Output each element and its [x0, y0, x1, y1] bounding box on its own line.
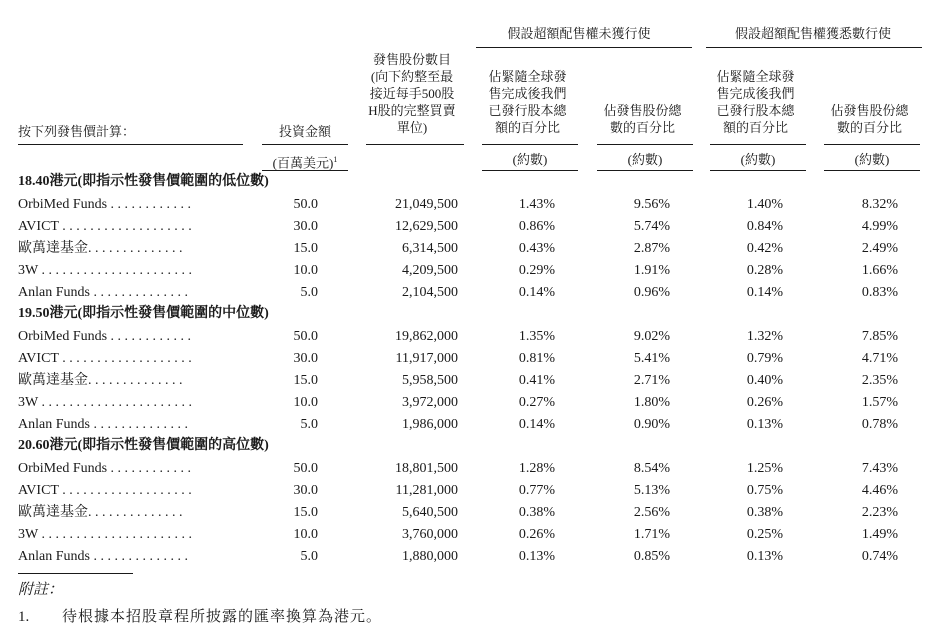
offer-pct: 9.56% — [633, 197, 670, 212]
offer-pct: 2.56% — [633, 505, 670, 520]
offer-shares: 11,917,000 — [395, 351, 458, 366]
shares-header-line5: 單位) — [396, 120, 428, 135]
offer-pct-full: 0.78% — [861, 417, 898, 432]
investor-name: 歐萬達基金. . . . . . . . . . . . . . — [18, 505, 183, 520]
offer-shares: 3,760,000 — [402, 527, 458, 542]
issued-pct: 0.81% — [518, 351, 555, 366]
issued-pct: 1.43% — [518, 197, 555, 212]
investor-name: 歐萬達基金. . . . . . . . . . . . . . — [18, 241, 183, 256]
table-row — [0, 458, 936, 480]
table-row — [0, 326, 936, 348]
issued-pct-full: 0.38% — [746, 505, 783, 520]
issued-pct-full: 0.79% — [746, 351, 783, 366]
offer-pct: 0.90% — [633, 417, 670, 432]
table-row — [0, 524, 936, 546]
offer-pct-full: 1.66% — [861, 263, 898, 278]
table-row — [0, 216, 936, 238]
issued-pct-header-line3: 已發行股本總 — [488, 103, 567, 118]
investor-name: AVICT . . . . . . . . . . . . . . . . . . . — [18, 219, 192, 234]
investor-name: Anlan Funds . . . . . . . . . . . . . . — [18, 285, 188, 300]
unit-rule-offer-pct-full — [824, 170, 920, 171]
scenario-rule-fully-exercised — [706, 47, 922, 48]
investment-amount: 15.0 — [293, 505, 318, 520]
table-row — [0, 414, 936, 436]
issued-pct: 0.41% — [518, 373, 555, 388]
investment-amount: 30.0 — [293, 351, 318, 366]
offer-pct: 2.71% — [633, 373, 670, 388]
unit-rule-amount — [262, 170, 348, 171]
note-number: 1. — [18, 609, 30, 625]
issued-pct: 0.14% — [518, 285, 555, 300]
issued-pct-full: 0.75% — [746, 483, 783, 498]
unit-approx-issued-pct-full: (約數) — [740, 152, 776, 167]
issued-pct: 0.86% — [518, 219, 555, 234]
offer-pct-full: 8.32% — [861, 197, 898, 212]
offer-pct-full: 2.23% — [861, 505, 898, 520]
offer-pct: 5.74% — [633, 219, 670, 234]
investment-amount: 5.0 — [300, 549, 318, 564]
offer-pct-full-header-line2: 數的百分比 — [836, 120, 902, 135]
issued-pct: 0.43% — [518, 241, 555, 256]
offer-shares: 18,801,500 — [395, 461, 458, 476]
issued-pct-full-header-line2: 售完成後我們 — [716, 86, 795, 101]
offer-pct-full: 1.49% — [861, 527, 898, 542]
header-rule-amount — [262, 144, 348, 145]
offer-shares: 5,958,500 — [402, 373, 458, 388]
offer-pct: 0.96% — [633, 285, 670, 300]
header-rule-price — [18, 144, 243, 145]
offer-pct: 8.54% — [633, 461, 670, 476]
investor-name: 歐萬達基金. . . . . . . . . . . . . . — [18, 373, 183, 388]
header-rule-shares — [366, 144, 464, 145]
scenario-header-fully-exercised: 假設超額配售權獲悉數行使 — [734, 26, 891, 41]
issued-pct-full: 1.32% — [746, 329, 783, 344]
offer-shares: 1,986,000 — [402, 417, 458, 432]
offer-pct: 1.80% — [633, 395, 670, 410]
table-row — [0, 480, 936, 502]
offer-pct-full: 4.71% — [861, 351, 898, 366]
table-row — [0, 260, 936, 282]
offer-pct: 2.87% — [633, 241, 670, 256]
offer-pct-full-header-line1: 佔發售股份總 — [830, 103, 909, 118]
issued-pct-full: 0.14% — [746, 285, 783, 300]
offer-pct-full: 1.57% — [861, 395, 898, 410]
unit-rule-issued-pct — [482, 170, 578, 171]
offer-shares: 5,640,500 — [402, 505, 458, 520]
shares-header-line3: 接近每手500股 — [369, 86, 455, 101]
unit-amount-text: (百萬美元) — [272, 155, 334, 171]
issued-pct-full: 0.42% — [746, 241, 783, 256]
offer-pct-full: 2.35% — [861, 373, 898, 388]
issued-pct: 0.13% — [518, 549, 555, 564]
group-title-mid: 19.50港元(即指示性發售價範圍的中位數) — [18, 306, 269, 321]
investment-amount: 15.0 — [293, 373, 318, 388]
unit-approx-issued-pct: (約數) — [512, 152, 548, 167]
offer-pct: 5.41% — [633, 351, 670, 366]
issued-pct-header-line2: 售完成後我們 — [488, 86, 567, 101]
issued-pct: 0.27% — [518, 395, 555, 410]
offer-pct-header-line2: 數的百分比 — [609, 120, 675, 135]
offer-pct-full: 7.85% — [861, 329, 898, 344]
issued-pct-full: 1.25% — [746, 461, 783, 476]
issued-pct-full-header-line1: 佔緊隨全球發 — [716, 69, 795, 84]
investor-name: 3W . . . . . . . . . . . . . . . . . . . . . . — [18, 395, 192, 410]
table-row — [0, 546, 936, 568]
offer-pct-full: 0.83% — [861, 285, 898, 300]
note-text: 待根據本招股章程所披露的匯率換算為港元。 — [62, 609, 383, 625]
issued-pct-full: 1.40% — [746, 197, 783, 212]
investor-name: 3W . . . . . . . . . . . . . . . . . . . . . . — [18, 263, 192, 278]
unit-amount — [262, 152, 348, 171]
header-rule-issued-pct — [482, 144, 578, 145]
offer-shares: 4,209,500 — [402, 263, 458, 278]
issued-pct: 0.26% — [518, 527, 555, 542]
issued-pct-full-header-line4: 額的百分比 — [722, 120, 788, 135]
investment-amount: 50.0 — [293, 197, 318, 212]
offer-shares: 21,049,500 — [395, 197, 458, 212]
investor-name: OrbiMed Funds . . . . . . . . . . . . — [18, 197, 192, 212]
shares-header-line4: H股的完整買賣 — [368, 103, 456, 118]
offer-pct-full: 4.46% — [861, 483, 898, 498]
offer-shares: 19,862,000 — [395, 329, 458, 344]
unit-rule-issued-pct-full — [710, 170, 806, 171]
issued-pct-full: 0.40% — [746, 373, 783, 388]
unit-rule-offer-pct — [597, 170, 693, 171]
issued-pct: 1.28% — [518, 461, 555, 476]
header-rule-offer-pct-full — [824, 144, 920, 145]
group-title-high: 20.60港元(即指示性發售價範圍的高位數) — [18, 438, 269, 453]
investor-name: OrbiMed Funds . . . . . . . . . . . . — [18, 329, 192, 344]
table-row — [0, 502, 936, 524]
investor-name: Anlan Funds . . . . . . . . . . . . . . — [18, 549, 188, 564]
issued-pct: 0.38% — [518, 505, 555, 520]
offer-pct-header-line1: 佔發售股份總 — [603, 103, 682, 118]
issued-pct-full: 0.25% — [746, 527, 783, 542]
price-label: 按下列發售價計算： — [18, 124, 136, 139]
offer-pct-full: 4.99% — [861, 219, 898, 234]
issued-pct: 0.77% — [518, 483, 555, 498]
investment-amount: 5.0 — [300, 285, 318, 300]
investment-amount: 10.0 — [293, 263, 318, 278]
offer-shares: 2,104,500 — [402, 285, 458, 300]
table-row — [0, 238, 936, 260]
table-row — [0, 282, 936, 304]
issued-pct-full: 0.13% — [746, 417, 783, 432]
table-row — [0, 370, 936, 392]
offer-pct-full: 7.43% — [861, 461, 898, 476]
offer-pct: 9.02% — [633, 329, 670, 344]
shares-header-line1: 發售股份數目 — [372, 52, 451, 67]
issued-pct-header-line4: 額的百分比 — [494, 120, 560, 135]
issued-pct: 1.35% — [518, 329, 555, 344]
investor-name: Anlan Funds . . . . . . . . . . . . . . — [18, 417, 188, 432]
investment-amount: 30.0 — [293, 483, 318, 498]
investment-amount: 50.0 — [293, 329, 318, 344]
issued-pct-full: 0.13% — [746, 549, 783, 564]
scenario-header-not-exercised: 假設超額配售權未獲行使 — [507, 26, 651, 41]
offer-pct: 0.85% — [633, 549, 670, 564]
offer-shares: 11,281,000 — [395, 483, 458, 498]
table-row — [0, 348, 936, 370]
footnote-divider — [18, 573, 133, 574]
offer-shares: 6,314,500 — [402, 241, 458, 256]
issued-pct: 0.14% — [518, 417, 555, 432]
issued-pct-full: 0.84% — [746, 219, 783, 234]
issued-pct: 0.29% — [518, 263, 555, 278]
group-title-low: 18.40港元(即指示性發售價範圍的低位數) — [18, 174, 269, 189]
investment-amount: 5.0 — [300, 417, 318, 432]
investment-amount: 10.0 — [293, 527, 318, 542]
table-row — [0, 194, 936, 216]
offer-shares: 1,880,000 — [402, 549, 458, 564]
offer-pct: 1.71% — [633, 527, 670, 542]
header-rule-offer-pct — [597, 144, 693, 145]
header-rule-issued-pct-full — [710, 144, 806, 145]
offer-shares: 3,972,000 — [402, 395, 458, 410]
investment-amount: 50.0 — [293, 461, 318, 476]
investor-name: AVICT . . . . . . . . . . . . . . . . . . . — [18, 483, 192, 498]
investor-name: OrbiMed Funds . . . . . . . . . . . . — [18, 461, 192, 476]
issued-pct-full-header-line3: 已發行股本總 — [716, 103, 795, 118]
unit-approx-offer-pct-full: (約數) — [854, 152, 890, 167]
issued-pct-full: 0.26% — [746, 395, 783, 410]
offer-pct: 1.91% — [633, 263, 670, 278]
investor-name: 3W . . . . . . . . . . . . . . . . . . . . . . — [18, 527, 192, 542]
shares-header-line2: (向下約整至最 — [370, 69, 454, 84]
offer-pct-full: 0.74% — [861, 549, 898, 564]
unit-approx-offer-pct: (約數) — [627, 152, 663, 167]
offer-pct: 5.13% — [633, 483, 670, 498]
issued-pct-full: 0.28% — [746, 263, 783, 278]
table-row — [0, 392, 936, 414]
offer-shares: 12,629,500 — [395, 219, 458, 234]
investment-amount: 15.0 — [293, 241, 318, 256]
notes-title: 附註： — [18, 582, 64, 598]
investment-amount-header: 投資金額 — [278, 124, 331, 139]
offer-pct-full: 2.49% — [861, 241, 898, 256]
investment-amount: 10.0 — [293, 395, 318, 410]
investor-name: AVICT . . . . . . . . . . . . . . . . . . . — [18, 351, 192, 366]
scenario-rule-not-exercised — [476, 47, 692, 48]
investment-amount: 30.0 — [293, 219, 318, 234]
issued-pct-header-line1: 佔緊隨全球發 — [488, 69, 567, 84]
footnote-marker: 1 — [333, 155, 338, 164]
